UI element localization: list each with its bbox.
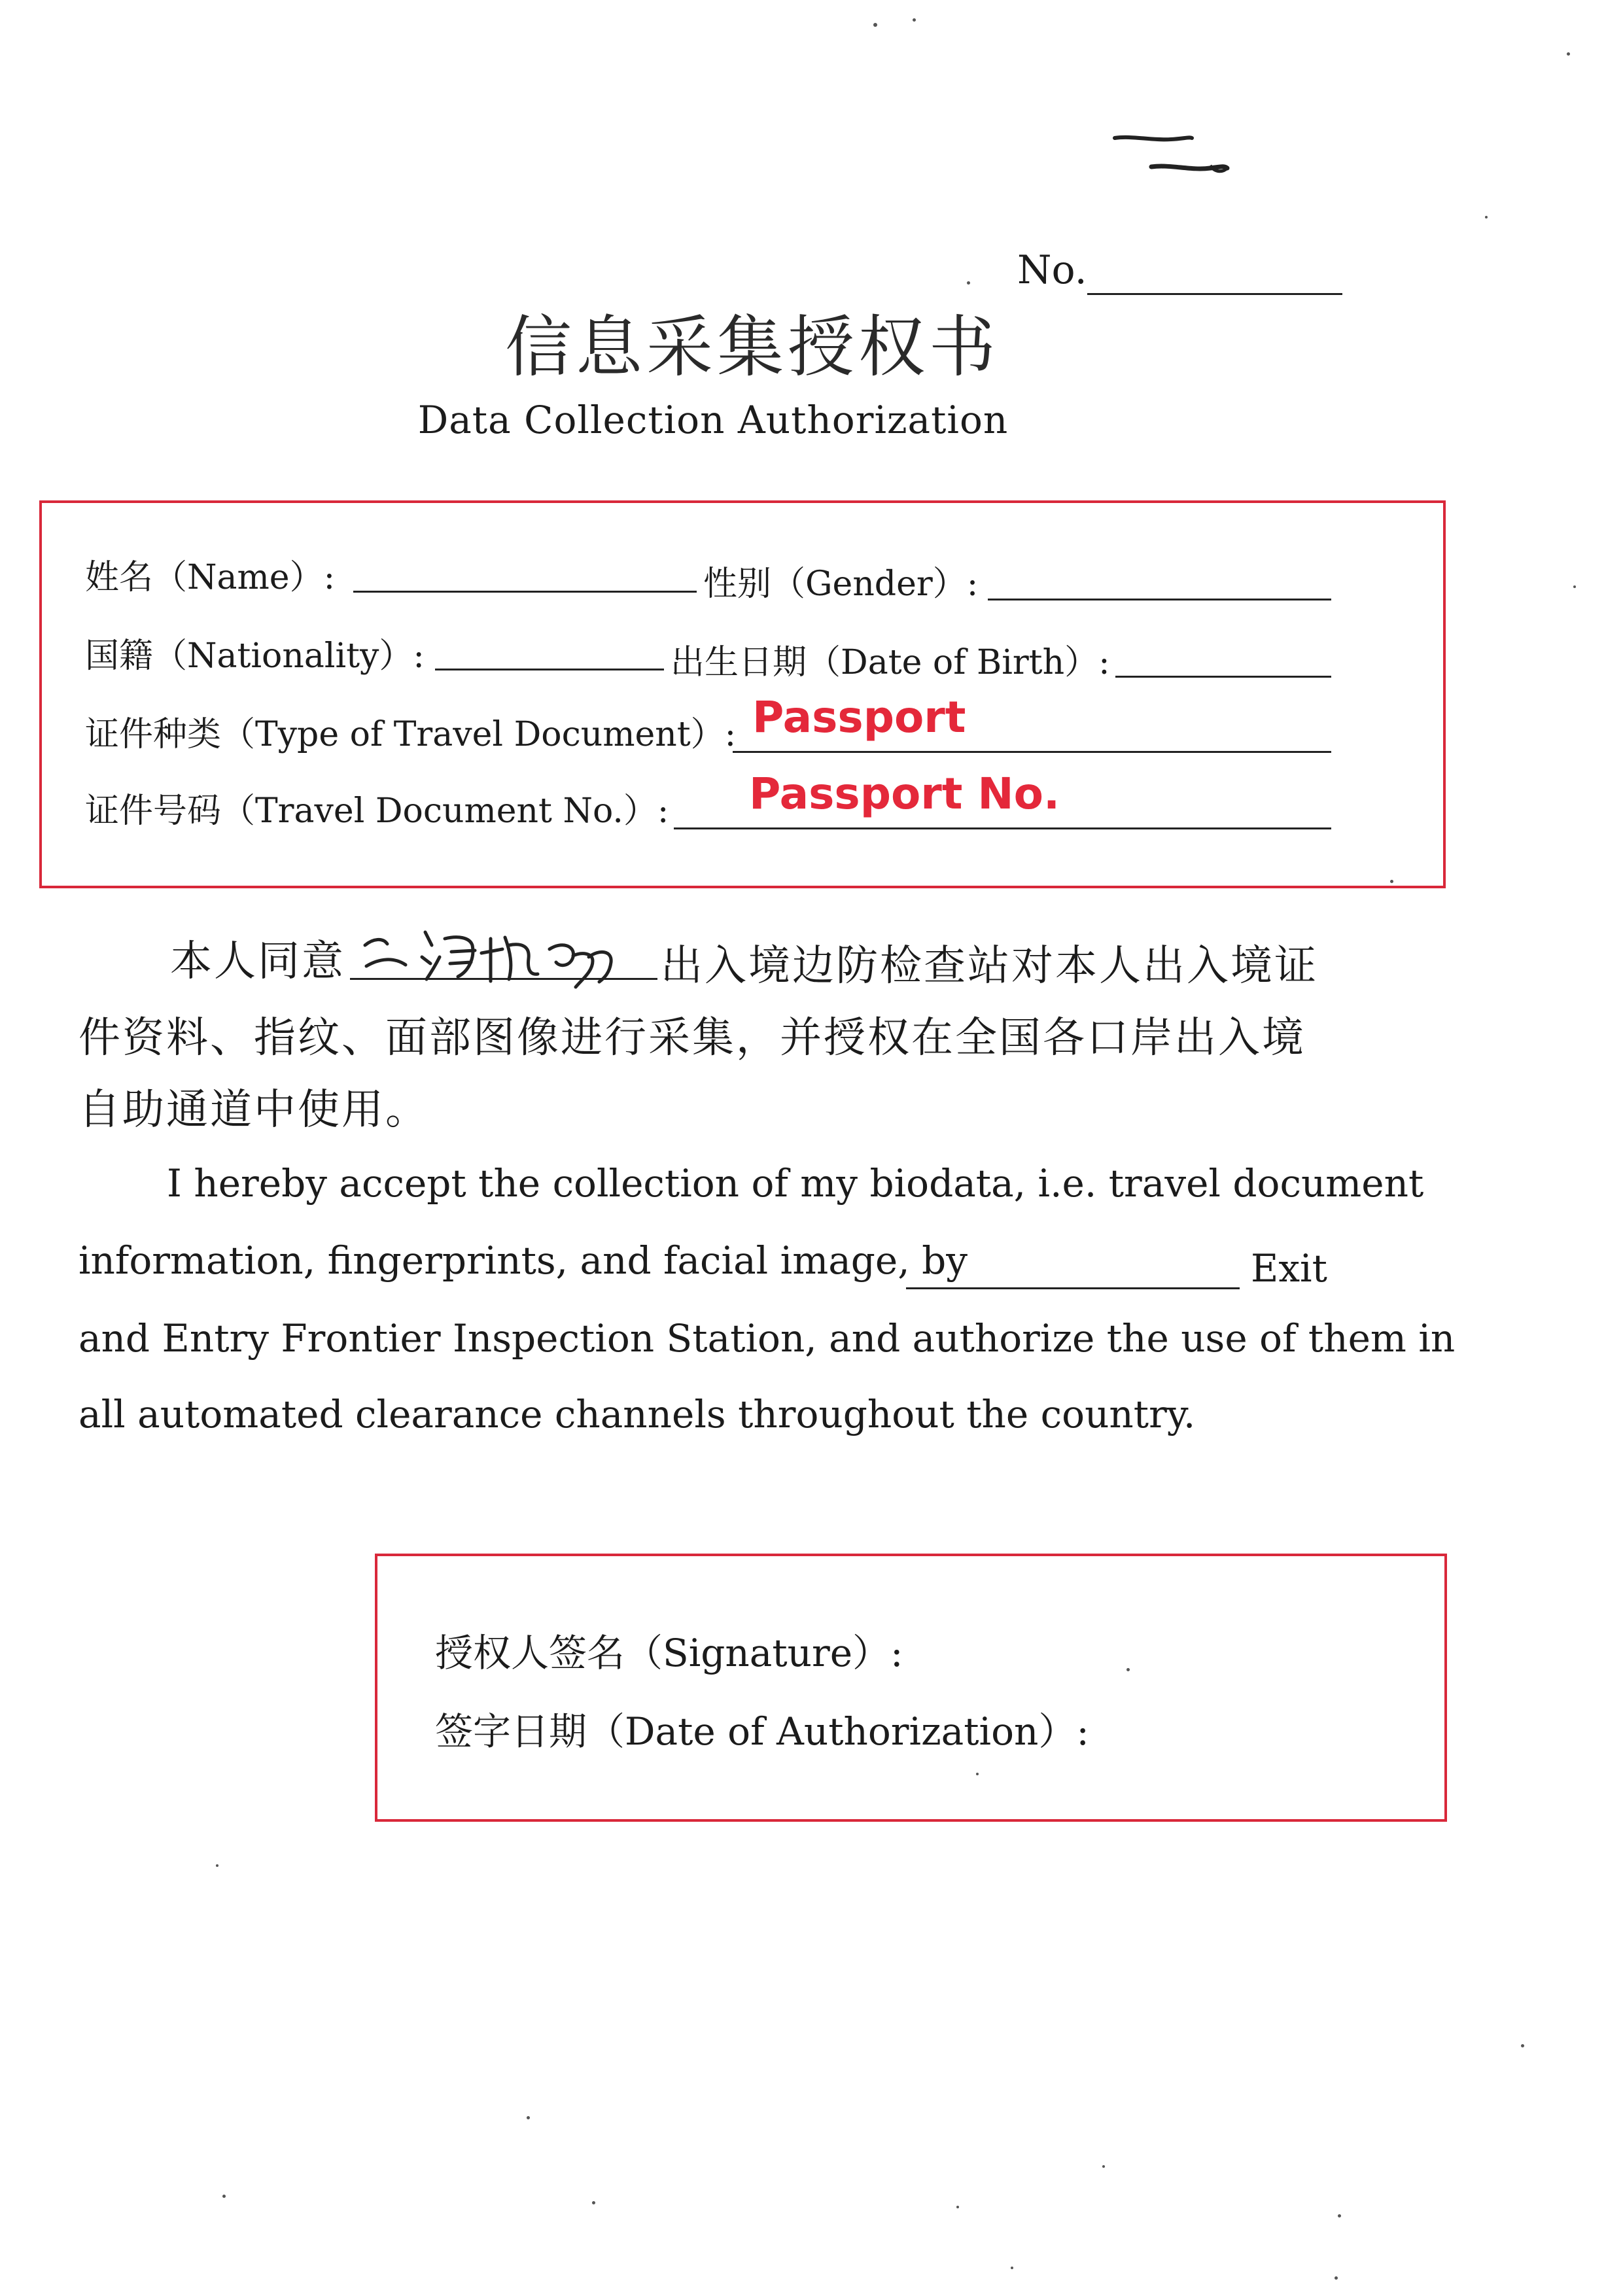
port-name-field-en[interactable] (906, 1287, 1240, 1289)
scan-speck (527, 2116, 530, 2119)
scan-speck (216, 1864, 218, 1867)
date-of-birth-field[interactable] (1115, 676, 1331, 678)
scan-speck (1521, 2044, 1524, 2047)
document-number-input[interactable] (674, 827, 1331, 829)
scan-speck (956, 2206, 959, 2208)
name-field[interactable] (353, 591, 697, 593)
pen-scribble-mark (1112, 128, 1236, 186)
gender-label: 性别（Gender）: (703, 565, 979, 604)
document-number-label: No. (1017, 247, 1087, 293)
document-number-value: Passport No. (749, 769, 1060, 819)
scan-speck (1102, 2165, 1105, 2168)
scan-speck (1338, 2214, 1341, 2218)
consent-zh-line3: 自助通道中使用。 (79, 1086, 429, 1134)
document-type-label: 证件种类（Type of Travel Document）: (85, 715, 737, 754)
nationality-label: 国籍（Nationality）: (85, 636, 425, 676)
scan-speck (1485, 216, 1488, 218)
scan-speck (913, 18, 916, 22)
signature-box (375, 1554, 1447, 1822)
scan-speck (222, 2195, 226, 2198)
authorization-date-label: 签字日期（Date of Authorization）: (435, 1709, 1089, 1754)
consent-en-line2-end: Exit (1251, 1246, 1327, 1291)
signature-label: 授权人签名（Signature）: (435, 1631, 903, 1675)
nationality-field[interactable] (435, 669, 664, 670)
title-english: Data Collection Authorization (417, 398, 1009, 442)
consent-en-line2-start: information, fingerprints, and facial image, by (79, 1238, 968, 1283)
document-number-label-info: 证件号码（Travel Document No.）: (85, 791, 669, 831)
title-chinese: 信息采集授权书 (505, 309, 1000, 387)
consent-zh-line1-end: 出入境边防检查站对本人出入境证 (661, 942, 1318, 990)
consent-zh-line1-start: 本人同意 (170, 937, 345, 986)
scan-speck (873, 23, 877, 27)
scan-speck (592, 2201, 595, 2204)
date-of-birth-label: 出生日期（Date of Birth）: (671, 643, 1110, 682)
name-label: 姓名（Name）: (85, 558, 336, 597)
consent-en-line1: I hereby accept the collection of my biodata, i.e. travel document (167, 1161, 1424, 1206)
scan-speck (1011, 2267, 1013, 2269)
gender-field[interactable] (988, 599, 1331, 600)
scan-speck (967, 281, 970, 285)
document-type-value: Passport (752, 692, 966, 742)
document-type-field[interactable] (733, 751, 1331, 753)
handwritten-port-name (353, 919, 661, 991)
consent-en-line3: and Entry Frontier Inspection Station, and authorize the use of them in (79, 1316, 1456, 1361)
scan-speck (1335, 2276, 1338, 2280)
consent-en-line4: all automated clearance channels throughout the country. (79, 1392, 1196, 1436)
scan-speck (1567, 52, 1570, 56)
scan-speck (1573, 585, 1576, 588)
consent-zh-line2: 件资料、指纹、面部图像进行采集，并授权在全国各口岸出入境 (79, 1014, 1306, 1062)
